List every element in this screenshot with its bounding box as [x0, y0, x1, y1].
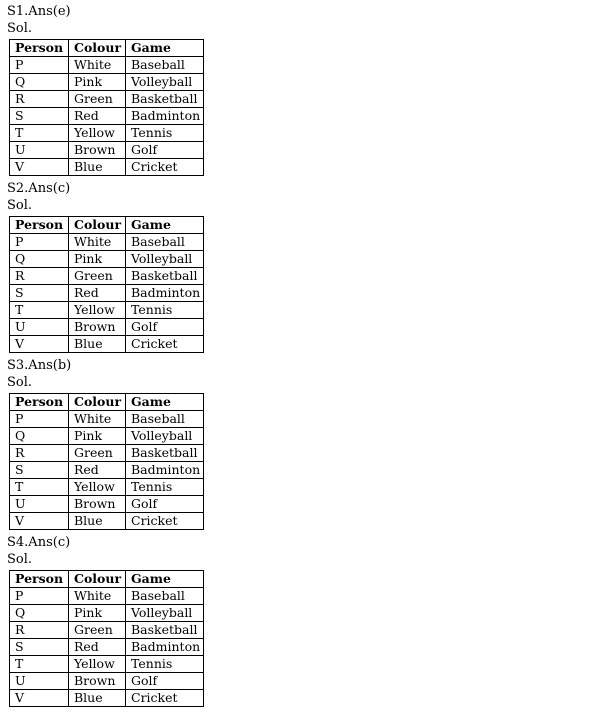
table-cell: Blue — [69, 159, 126, 176]
table-row — [10, 622, 204, 639]
table-cell: T — [10, 125, 69, 142]
table-cell: R — [10, 91, 69, 108]
table-cell: Baseball — [126, 411, 204, 428]
table-cell: Badminton — [126, 285, 204, 302]
table-cell: Brown — [69, 496, 126, 513]
table-cell: Basketball — [126, 445, 204, 462]
table-cell: Tennis — [126, 302, 204, 319]
table-cell: Brown — [69, 142, 126, 159]
table-cell: V — [10, 336, 69, 353]
table-cell: T — [10, 302, 69, 319]
table-cell: Yellow — [69, 125, 126, 142]
table-cell: P — [10, 57, 69, 74]
column-header: Colour — [69, 40, 126, 57]
answer-line: S4.Ans(c) — [7, 535, 71, 550]
table-cell: Volleyball — [126, 605, 204, 622]
table-row — [10, 302, 204, 319]
table-row — [10, 234, 204, 251]
table-cell: U — [10, 673, 69, 690]
table-cell: R — [10, 268, 69, 285]
table-row — [10, 251, 204, 268]
table-cell: Green — [69, 91, 126, 108]
table-row — [10, 319, 204, 336]
table-row — [10, 411, 204, 428]
table-cell: T — [10, 479, 69, 496]
table-cell: Blue — [69, 513, 126, 530]
table-cell: Cricket — [126, 159, 204, 176]
table-row — [10, 285, 204, 302]
table-cell: Golf — [126, 673, 204, 690]
table-cell: Baseball — [126, 57, 204, 74]
solution-table — [9, 216, 204, 353]
table-cell: S — [10, 285, 69, 302]
table-cell: White — [69, 234, 126, 251]
table-row — [10, 690, 204, 707]
table-header-row — [10, 571, 204, 588]
table-cell: R — [10, 445, 69, 462]
table-row — [10, 336, 204, 353]
table-cell: Red — [69, 462, 126, 479]
table-row — [10, 428, 204, 445]
table-cell: S — [10, 639, 69, 656]
column-header: Person — [10, 571, 69, 588]
sol-label: Sol. — [7, 552, 33, 567]
table-cell: Cricket — [126, 690, 204, 707]
table-cell: Badminton — [126, 108, 204, 125]
table-row — [10, 125, 204, 142]
column-header: Game — [126, 40, 204, 57]
table-cell: Q — [10, 74, 69, 91]
answer-line: S1.Ans(e) — [7, 4, 71, 19]
table-cell: V — [10, 513, 69, 530]
table-cell: Q — [10, 428, 69, 445]
column-header: Game — [126, 394, 204, 411]
table-cell: Baseball — [126, 588, 204, 605]
table-cell: Volleyball — [126, 428, 204, 445]
table-cell: Q — [10, 605, 69, 622]
table-cell: Brown — [69, 673, 126, 690]
table-row — [10, 656, 204, 673]
table-cell: Basketball — [126, 622, 204, 639]
column-header: Game — [126, 571, 204, 588]
table-cell: Volleyball — [126, 251, 204, 268]
table-row — [10, 57, 204, 74]
table-row — [10, 496, 204, 513]
table-row — [10, 639, 204, 656]
table-header-row — [10, 217, 204, 234]
table-cell: P — [10, 234, 69, 251]
table-cell: Yellow — [69, 656, 126, 673]
table-cell: Volleyball — [126, 74, 204, 91]
sol-label: Sol. — [7, 375, 33, 390]
column-header: Person — [10, 217, 69, 234]
table-cell: P — [10, 588, 69, 605]
table-cell: Red — [69, 639, 126, 656]
table-cell: P — [10, 411, 69, 428]
table-row — [10, 673, 204, 690]
table-cell: Red — [69, 285, 126, 302]
table-cell: Tennis — [126, 656, 204, 673]
table-header-row — [10, 394, 204, 411]
table-row — [10, 268, 204, 285]
table-row — [10, 479, 204, 496]
table-cell: Red — [69, 108, 126, 125]
table-cell: T — [10, 656, 69, 673]
table-row — [10, 142, 204, 159]
table-row — [10, 445, 204, 462]
table-cell: Blue — [69, 690, 126, 707]
table-row — [10, 605, 204, 622]
table-cell: R — [10, 622, 69, 639]
table-cell: Cricket — [126, 336, 204, 353]
table-cell: Pink — [69, 428, 126, 445]
sol-label: Sol. — [7, 21, 33, 36]
table-cell: White — [69, 588, 126, 605]
solution-table — [9, 39, 204, 176]
table-cell: Golf — [126, 319, 204, 336]
table-cell: Basketball — [126, 91, 204, 108]
table-cell: Yellow — [69, 302, 126, 319]
table-cell: U — [10, 319, 69, 336]
column-header: Colour — [69, 571, 126, 588]
table-cell: V — [10, 690, 69, 707]
table-cell: Green — [69, 268, 126, 285]
column-header: Person — [10, 40, 69, 57]
table-cell: Q — [10, 251, 69, 268]
table-cell: S — [10, 462, 69, 479]
column-header: Game — [126, 217, 204, 234]
solution-section — [7, 534, 204, 707]
column-header: Person — [10, 394, 69, 411]
table-cell: Green — [69, 445, 126, 462]
table-cell: Tennis — [126, 479, 204, 496]
table-cell: S — [10, 108, 69, 125]
table-cell: Pink — [69, 251, 126, 268]
table-row — [10, 91, 204, 108]
answer-line: S2.Ans(c) — [7, 181, 71, 196]
column-header: Colour — [69, 394, 126, 411]
table-cell: U — [10, 496, 69, 513]
table-cell: Green — [69, 622, 126, 639]
solution-table — [9, 570, 204, 707]
table-row — [10, 513, 204, 530]
sol-label: Sol. — [7, 198, 33, 213]
answer-line: S3.Ans(b) — [7, 358, 72, 373]
table-cell: Pink — [69, 605, 126, 622]
table-cell: U — [10, 142, 69, 159]
table-cell: Blue — [69, 336, 126, 353]
table-row — [10, 108, 204, 125]
table-cell: Tennis — [126, 125, 204, 142]
column-header: Colour — [69, 217, 126, 234]
solution-section — [7, 180, 204, 353]
table-cell: Basketball — [126, 268, 204, 285]
table-cell: Brown — [69, 319, 126, 336]
table-cell: Golf — [126, 142, 204, 159]
solution-section — [7, 3, 204, 176]
table-cell: Yellow — [69, 479, 126, 496]
table-row — [10, 588, 204, 605]
table-cell: White — [69, 57, 126, 74]
table-cell: Golf — [126, 496, 204, 513]
table-row — [10, 74, 204, 91]
table-row — [10, 159, 204, 176]
table-cell: Badminton — [126, 462, 204, 479]
table-cell: Cricket — [126, 513, 204, 530]
solution-table — [9, 393, 204, 530]
table-cell: White — [69, 411, 126, 428]
table-cell: V — [10, 159, 69, 176]
table-cell: Badminton — [126, 639, 204, 656]
table-cell: Baseball — [126, 234, 204, 251]
table-header-row — [10, 40, 204, 57]
table-cell: Pink — [69, 74, 126, 91]
table-row — [10, 462, 204, 479]
solution-section — [7, 357, 204, 530]
